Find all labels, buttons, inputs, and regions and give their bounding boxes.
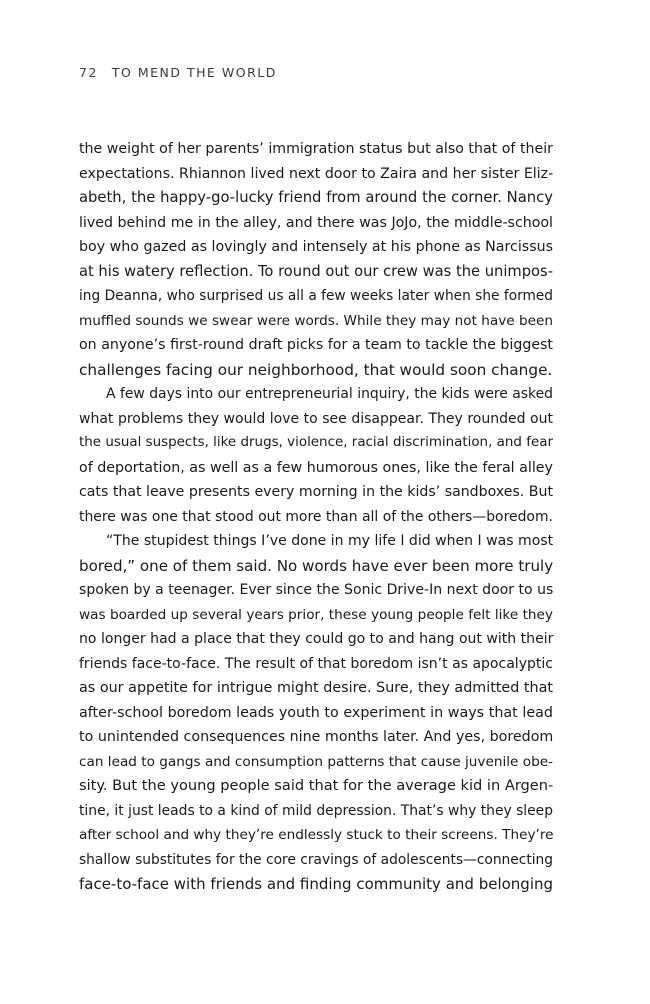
text-line: challenges facing our neighborhood, that would soon change. [79, 360, 553, 379]
page-number: 72 [79, 65, 98, 80]
running-head [79, 65, 277, 80]
text-line: tine, it just leads to a kind of mild depression. That’s why they sleep [79, 802, 553, 819]
text-line: expectations. Rhiannon lived next door to Zaira and her sister Eliz- [79, 165, 554, 182]
text-line: muffled sounds we swear were words. While they may not have been [79, 312, 553, 329]
text-line: spoken by a teenager. Ever since the Sonic Drive-In next door to us [79, 582, 554, 598]
text-line: to unintended consequences nine months later. And yes, boredom [79, 729, 554, 745]
text-line: the usual suspects, like drugs, violence, racial discrimination, and fear [79, 435, 553, 450]
text-line: can lead to gangs and consumption patterns that cause juvenile obe- [79, 753, 553, 770]
text-line: at his watery reflection. To round out our crew was the unimpos- [79, 262, 553, 280]
text-line: abeth, the happy-go-lucky friend from around the corner. Nancy [79, 189, 553, 206]
text-line: lived behind me in the alley, and there was JoJo, the middle-school [79, 214, 553, 231]
text-line: there was one that stood out more than all of the others—boredom. [79, 508, 553, 525]
text-line: boy who gazed as lovingly and intensely at his phone as Narcissus [79, 239, 553, 255]
text-line: ing Deanna, who surprised us all a few weeks later when she formed [79, 288, 553, 304]
text-line: the weight of her parents’ immigration status but also that of their [79, 141, 553, 157]
text-line: friends face-to-face. The result of that boredom isn’t as apocalyptic [79, 655, 553, 672]
text-line: shallow substitutes for the core cravings of adolescents—connecting [79, 851, 553, 868]
text-line: after-school boredom leads youth to experiment in ways that lead [79, 704, 553, 721]
text-line: “The stupidest things I’ve done in my life I did when I was most [106, 533, 554, 549]
text-line: was boarded up several years prior, these young people felt like they [79, 606, 553, 623]
text-line: A few days into our entrepreneurial inquiry, the kids were asked [106, 386, 553, 402]
text-line: of deportation, as well as a few humorous ones, like the feral alley [79, 459, 553, 476]
text-line: face-to-face with friends and finding community and belonging [79, 875, 553, 893]
text-line: no longer had a place that they could go to and hang out with their [79, 631, 554, 647]
text-line: bored,” one of them said. No words have ever been more truly [79, 556, 554, 575]
text-line: cats that leave presents every morning in the kids’ sandboxes. But [79, 484, 553, 500]
body-text [79, 137, 553, 897]
text-line: what problems they would love to see disappear. They rounded out [79, 410, 553, 427]
text-line: as our appetite for intrigue might desire. Sure, they admitted that [79, 680, 553, 696]
text-line: on anyone’s first-round draft picks for a team to tackle the biggest [79, 337, 553, 353]
text-line: after school and why they’re endlessly stuck to their screens. They’re [79, 827, 554, 843]
text-line: sity. But the young people said that for the average kid in Argen- [79, 777, 554, 794]
running-head-title: TO MEND THE WORLD [111, 65, 277, 80]
